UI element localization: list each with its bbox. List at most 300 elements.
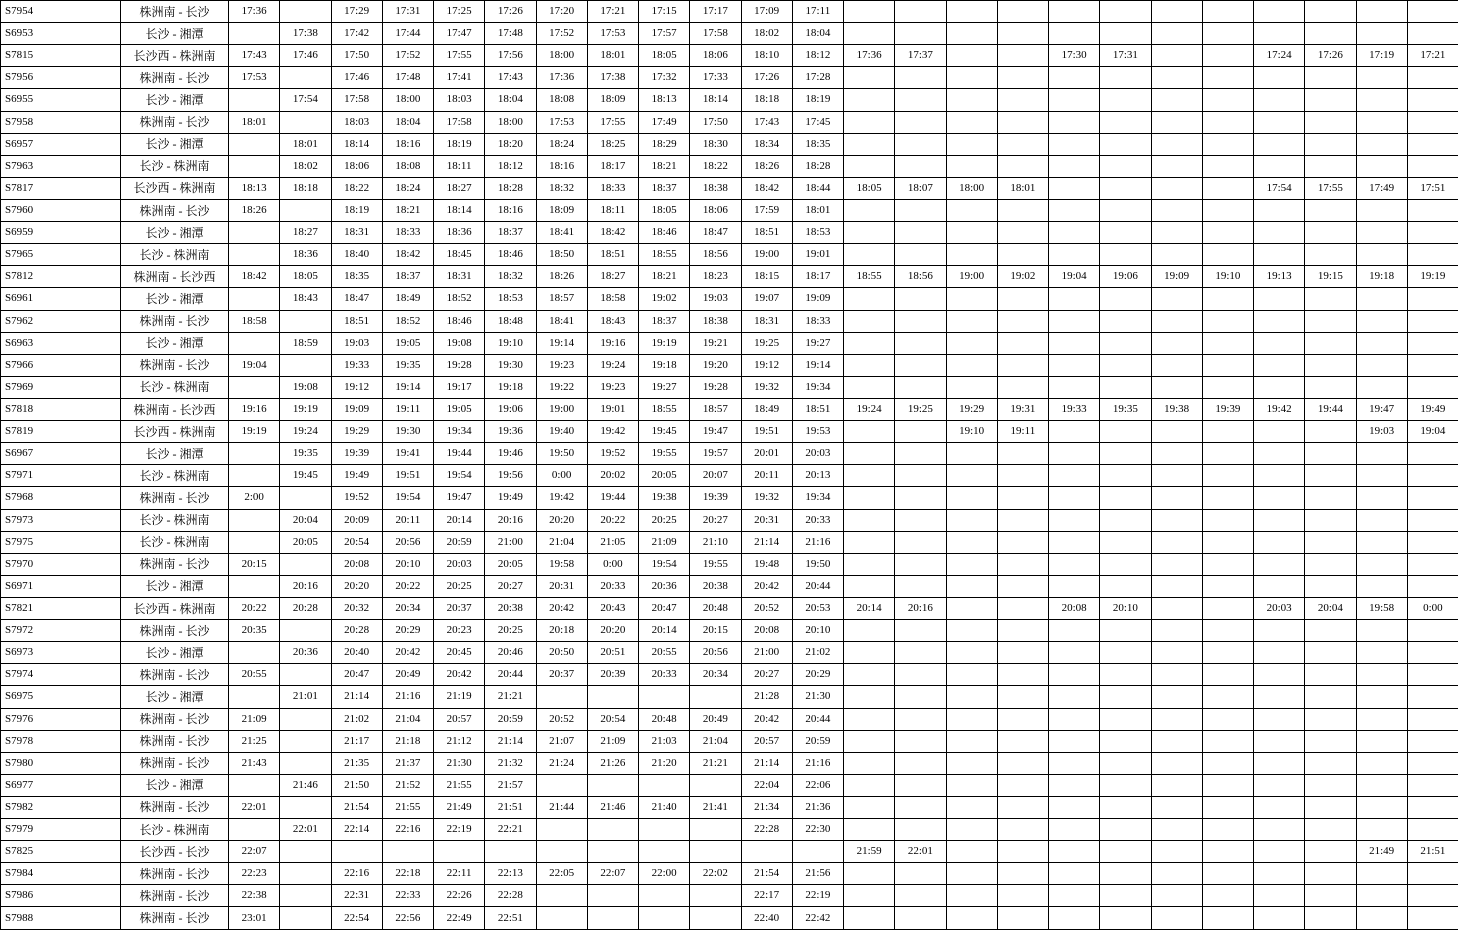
time-cell: [844, 620, 895, 642]
time-cell: 21:16: [792, 531, 843, 553]
time-cell: [997, 509, 1048, 531]
time-cell: [690, 686, 741, 708]
time-cell: 17:55: [1305, 177, 1356, 199]
time-cell: [1407, 620, 1458, 642]
time-cell: 20:14: [434, 509, 485, 531]
time-cell: [1202, 841, 1253, 863]
route-cell: 长沙 - 湘潭: [121, 222, 229, 244]
time-cell: [1100, 23, 1151, 45]
route-cell: 株洲南 - 长沙: [121, 67, 229, 89]
time-cell: [844, 310, 895, 332]
time-cell: [1100, 531, 1151, 553]
time-cell: [946, 907, 997, 929]
time-cell: [1151, 199, 1202, 221]
time-cell: 22:01: [895, 841, 946, 863]
time-cell: 20:16: [280, 575, 331, 597]
time-cell: [587, 686, 638, 708]
time-cell: [997, 443, 1048, 465]
timetable-body: [1, 1, 1458, 930]
time-cell: 18:19: [792, 89, 843, 111]
time-cell: 17:57: [639, 23, 690, 45]
time-cell: [280, 885, 331, 907]
time-cell: 17:36: [844, 45, 895, 67]
train-number-cell: S7825: [1, 841, 121, 863]
table-row: [1, 199, 1458, 221]
time-cell: 20:08: [331, 553, 382, 575]
time-cell: [946, 354, 997, 376]
time-cell: [895, 752, 946, 774]
time-cell: 17:32: [639, 67, 690, 89]
time-cell: 17:17: [690, 1, 741, 23]
time-cell: [1305, 553, 1356, 575]
time-cell: 21:52: [382, 774, 433, 796]
table-row: [1, 332, 1458, 354]
time-cell: 19:39: [690, 487, 741, 509]
time-cell: 18:02: [741, 23, 792, 45]
time-cell: [844, 1, 895, 23]
route-cell: 长沙西 - 株洲南: [121, 45, 229, 67]
time-cell: [895, 67, 946, 89]
time-cell: 19:08: [434, 332, 485, 354]
time-cell: 18:09: [587, 89, 638, 111]
time-cell: 19:19: [280, 398, 331, 420]
time-cell: [1100, 642, 1151, 664]
time-cell: 20:33: [639, 664, 690, 686]
time-cell: 20:49: [382, 664, 433, 686]
time-cell: 18:01: [587, 45, 638, 67]
time-cell: 19:55: [690, 553, 741, 575]
time-cell: 19:28: [434, 354, 485, 376]
time-cell: 20:59: [434, 531, 485, 553]
time-cell: [280, 708, 331, 730]
time-cell: 20:57: [434, 708, 485, 730]
table-row: [1, 177, 1458, 199]
time-cell: 22:23: [229, 863, 280, 885]
time-cell: [1202, 199, 1253, 221]
time-cell: [946, 796, 997, 818]
time-cell: [1202, 885, 1253, 907]
time-cell: [946, 487, 997, 509]
time-cell: 17:25: [434, 1, 485, 23]
time-cell: 20:04: [280, 509, 331, 531]
time-cell: 18:56: [690, 244, 741, 266]
time-cell: [895, 553, 946, 575]
time-cell: [1305, 730, 1356, 752]
time-cell: [844, 443, 895, 465]
time-cell: [1407, 133, 1458, 155]
time-cell: [1151, 89, 1202, 111]
time-cell: 21:14: [741, 752, 792, 774]
time-cell: 17:38: [280, 23, 331, 45]
time-cell: [946, 620, 997, 642]
time-cell: [1100, 752, 1151, 774]
time-cell: 18:51: [741, 222, 792, 244]
time-cell: [1202, 708, 1253, 730]
time-cell: [1202, 288, 1253, 310]
time-cell: [1254, 376, 1305, 398]
route-cell: 长沙 - 湘潭: [121, 288, 229, 310]
time-cell: 19:16: [229, 398, 280, 420]
time-cell: 19:12: [741, 354, 792, 376]
route-cell: 长沙 - 株洲南: [121, 155, 229, 177]
route-cell: 长沙西 - 株洲南: [121, 597, 229, 619]
time-cell: 18:32: [536, 177, 587, 199]
time-cell: 20:13: [792, 465, 843, 487]
time-cell: [1356, 133, 1407, 155]
train-number-cell: S7818: [1, 398, 121, 420]
time-cell: [1407, 376, 1458, 398]
time-cell: 19:14: [382, 376, 433, 398]
time-cell: 18:20: [485, 133, 536, 155]
train-number-cell: S7973: [1, 509, 121, 531]
time-cell: 21:51: [1407, 841, 1458, 863]
route-cell: 长沙 - 株洲南: [121, 376, 229, 398]
time-cell: [997, 133, 1048, 155]
time-cell: [1151, 376, 1202, 398]
time-cell: [946, 553, 997, 575]
time-cell: [639, 907, 690, 929]
time-cell: [997, 465, 1048, 487]
time-cell: [690, 841, 741, 863]
time-cell: 20:04: [1305, 597, 1356, 619]
time-cell: 22:30: [792, 819, 843, 841]
route-cell: 株洲南 - 长沙: [121, 752, 229, 774]
route-cell: 株洲南 - 长沙: [121, 354, 229, 376]
time-cell: [1151, 597, 1202, 619]
train-number-cell: S7815: [1, 45, 121, 67]
route-cell: 株洲南 - 长沙: [121, 664, 229, 686]
time-cell: 18:05: [844, 177, 895, 199]
time-cell: [1202, 354, 1253, 376]
time-cell: 19:56: [485, 465, 536, 487]
time-cell: [895, 642, 946, 664]
time-cell: 17:37: [895, 45, 946, 67]
time-cell: [1049, 863, 1100, 885]
time-cell: [1254, 133, 1305, 155]
time-cell: [1100, 67, 1151, 89]
table-row: [1, 907, 1458, 929]
time-cell: [1356, 443, 1407, 465]
time-cell: [280, 310, 331, 332]
time-cell: 17:11: [792, 1, 843, 23]
time-cell: 22:04: [741, 774, 792, 796]
time-cell: [1100, 907, 1151, 929]
time-cell: [1305, 310, 1356, 332]
train-number-cell: S7988: [1, 907, 121, 929]
time-cell: [946, 155, 997, 177]
time-cell: 0:00: [587, 553, 638, 575]
time-cell: [895, 509, 946, 531]
time-cell: [1305, 509, 1356, 531]
time-cell: 17:30: [1049, 45, 1100, 67]
time-cell: [1356, 907, 1407, 929]
time-cell: 20:35: [229, 620, 280, 642]
time-cell: 19:09: [1151, 266, 1202, 288]
time-cell: [997, 111, 1048, 133]
train-number-cell: S7970: [1, 553, 121, 575]
time-cell: 20:36: [280, 642, 331, 664]
train-number-cell: S6953: [1, 23, 121, 45]
time-cell: [946, 885, 997, 907]
time-cell: 17:21: [587, 1, 638, 23]
train-number-cell: S7812: [1, 266, 121, 288]
time-cell: [1407, 354, 1458, 376]
time-cell: [1202, 1, 1253, 23]
time-cell: 22:07: [229, 841, 280, 863]
train-number-cell: S7982: [1, 796, 121, 818]
time-cell: [1100, 222, 1151, 244]
time-cell: 21:54: [331, 796, 382, 818]
time-cell: [1254, 553, 1305, 575]
time-cell: [1151, 111, 1202, 133]
time-cell: [1254, 310, 1305, 332]
time-cell: [1100, 133, 1151, 155]
time-cell: 20:18: [536, 620, 587, 642]
table-row: [1, 133, 1458, 155]
table-row: [1, 45, 1458, 67]
time-cell: [229, 288, 280, 310]
time-cell: [997, 67, 1048, 89]
time-cell: 18:31: [741, 310, 792, 332]
time-cell: 19:19: [639, 332, 690, 354]
time-cell: [229, 376, 280, 398]
time-cell: 19:49: [331, 465, 382, 487]
time-cell: 21:03: [639, 730, 690, 752]
time-cell: 20:22: [229, 597, 280, 619]
time-cell: [946, 288, 997, 310]
time-cell: 18:01: [997, 177, 1048, 199]
time-cell: [229, 642, 280, 664]
time-cell: [536, 885, 587, 907]
route-cell: 株洲南 - 长沙: [121, 730, 229, 752]
time-cell: [997, 376, 1048, 398]
time-cell: 22:06: [792, 774, 843, 796]
time-cell: 20:02: [587, 465, 638, 487]
time-cell: [946, 819, 997, 841]
time-cell: 21:00: [741, 642, 792, 664]
time-cell: 22:01: [229, 796, 280, 818]
time-cell: [1254, 509, 1305, 531]
time-cell: 18:01: [280, 133, 331, 155]
time-cell: 22:18: [382, 863, 433, 885]
time-cell: 19:10: [485, 332, 536, 354]
time-cell: 21:43: [229, 752, 280, 774]
time-cell: 18:15: [741, 266, 792, 288]
time-cell: [1202, 752, 1253, 774]
time-cell: 19:45: [639, 421, 690, 443]
table-row: [1, 509, 1458, 531]
time-cell: 20:11: [741, 465, 792, 487]
time-cell: [229, 531, 280, 553]
time-cell: [946, 133, 997, 155]
time-cell: [280, 620, 331, 642]
time-cell: 21:19: [434, 686, 485, 708]
time-cell: [1100, 177, 1151, 199]
time-cell: [1305, 376, 1356, 398]
time-cell: [1049, 907, 1100, 929]
time-cell: 20:56: [382, 531, 433, 553]
time-cell: [1254, 575, 1305, 597]
time-cell: 20:16: [895, 597, 946, 619]
time-cell: 19:06: [485, 398, 536, 420]
time-cell: 18:01: [229, 111, 280, 133]
route-cell: 长沙西 - 长沙: [121, 841, 229, 863]
time-cell: [1049, 575, 1100, 597]
time-cell: [1151, 310, 1202, 332]
time-cell: [1202, 620, 1253, 642]
time-cell: 21:57: [485, 774, 536, 796]
train-number-cell: S6975: [1, 686, 121, 708]
time-cell: 20:44: [792, 575, 843, 597]
time-cell: 21:17: [331, 730, 382, 752]
time-cell: [1151, 465, 1202, 487]
time-cell: 19:30: [485, 354, 536, 376]
time-cell: 21:32: [485, 752, 536, 774]
time-cell: [1151, 686, 1202, 708]
time-cell: [1049, 819, 1100, 841]
time-cell: 17:49: [639, 111, 690, 133]
time-cell: 21:02: [792, 642, 843, 664]
route-cell: 长沙 - 株洲南: [121, 531, 229, 553]
time-cell: [1356, 819, 1407, 841]
time-cell: 19:45: [280, 465, 331, 487]
time-cell: [1202, 155, 1253, 177]
time-cell: 18:41: [536, 222, 587, 244]
time-cell: [844, 796, 895, 818]
route-cell: 株洲南 - 长沙西: [121, 266, 229, 288]
time-cell: 20:11: [382, 509, 433, 531]
time-cell: [1049, 354, 1100, 376]
time-cell: [229, 443, 280, 465]
time-cell: [1100, 686, 1151, 708]
time-cell: [1100, 575, 1151, 597]
time-cell: [1151, 575, 1202, 597]
time-cell: 17:49: [1356, 177, 1407, 199]
train-number-cell: S7976: [1, 708, 121, 730]
time-cell: [229, 155, 280, 177]
time-cell: [844, 575, 895, 597]
time-cell: 20:33: [792, 509, 843, 531]
train-number-cell: S7965: [1, 244, 121, 266]
time-cell: 18:43: [280, 288, 331, 310]
time-cell: 18:42: [587, 222, 638, 244]
time-cell: [485, 841, 536, 863]
route-cell: 株洲南 - 长沙西: [121, 398, 229, 420]
time-cell: [1254, 642, 1305, 664]
time-cell: [1407, 686, 1458, 708]
route-cell: 长沙 - 湘潭: [121, 443, 229, 465]
time-cell: 19:54: [434, 465, 485, 487]
time-cell: [895, 222, 946, 244]
table-row: [1, 863, 1458, 885]
time-cell: 21:28: [741, 686, 792, 708]
time-cell: [946, 89, 997, 111]
time-cell: 19:12: [331, 376, 382, 398]
time-cell: 20:20: [331, 575, 382, 597]
time-cell: [587, 819, 638, 841]
time-cell: [1254, 796, 1305, 818]
time-cell: [1100, 244, 1151, 266]
time-cell: 18:26: [229, 199, 280, 221]
time-cell: [1100, 819, 1151, 841]
time-cell: 21:34: [741, 796, 792, 818]
time-cell: [536, 907, 587, 929]
table-row: [1, 885, 1458, 907]
time-cell: 18:31: [331, 222, 382, 244]
time-cell: [1254, 664, 1305, 686]
time-cell: [1202, 796, 1253, 818]
time-cell: [895, 730, 946, 752]
time-cell: 18:43: [587, 310, 638, 332]
time-cell: 17:44: [382, 23, 433, 45]
time-cell: 19:03: [1356, 421, 1407, 443]
time-cell: 19:23: [536, 354, 587, 376]
time-cell: [1202, 487, 1253, 509]
time-cell: [844, 465, 895, 487]
time-cell: [1049, 332, 1100, 354]
time-cell: 18:49: [741, 398, 792, 420]
time-cell: 20:10: [382, 553, 433, 575]
time-cell: [1202, 332, 1253, 354]
time-cell: 17:28: [792, 67, 843, 89]
time-cell: [895, 863, 946, 885]
time-cell: 19:30: [382, 421, 433, 443]
time-cell: [1305, 155, 1356, 177]
time-cell: [844, 133, 895, 155]
time-cell: [1356, 244, 1407, 266]
time-cell: 17:53: [587, 23, 638, 45]
time-cell: [1305, 774, 1356, 796]
time-cell: 19:10: [946, 421, 997, 443]
time-cell: [844, 155, 895, 177]
time-cell: [1049, 531, 1100, 553]
time-cell: [895, 487, 946, 509]
time-cell: 17:42: [331, 23, 382, 45]
time-cell: 21:35: [331, 752, 382, 774]
time-cell: [1407, 67, 1458, 89]
time-cell: 19:31: [997, 398, 1048, 420]
time-cell: [844, 752, 895, 774]
time-cell: 19:36: [485, 421, 536, 443]
time-cell: [1100, 89, 1151, 111]
train-number-cell: S7971: [1, 465, 121, 487]
time-cell: [229, 133, 280, 155]
time-cell: [997, 686, 1048, 708]
time-cell: [1254, 1, 1305, 23]
time-cell: [280, 907, 331, 929]
time-cell: [1407, 288, 1458, 310]
time-cell: 20:25: [434, 575, 485, 597]
time-cell: [639, 841, 690, 863]
time-cell: [1356, 199, 1407, 221]
time-cell: 22:16: [331, 863, 382, 885]
time-cell: [1100, 443, 1151, 465]
time-cell: 18:38: [690, 310, 741, 332]
time-cell: [1407, 443, 1458, 465]
time-cell: [997, 23, 1048, 45]
time-cell: 18:19: [434, 133, 485, 155]
time-cell: [1407, 244, 1458, 266]
time-cell: 18:14: [690, 89, 741, 111]
time-cell: [1356, 222, 1407, 244]
time-cell: 20:29: [792, 664, 843, 686]
time-cell: 18:23: [690, 266, 741, 288]
time-cell: [1356, 664, 1407, 686]
time-cell: 20:14: [639, 620, 690, 642]
time-cell: [1100, 155, 1151, 177]
time-cell: 18:42: [741, 177, 792, 199]
time-cell: [1202, 774, 1253, 796]
